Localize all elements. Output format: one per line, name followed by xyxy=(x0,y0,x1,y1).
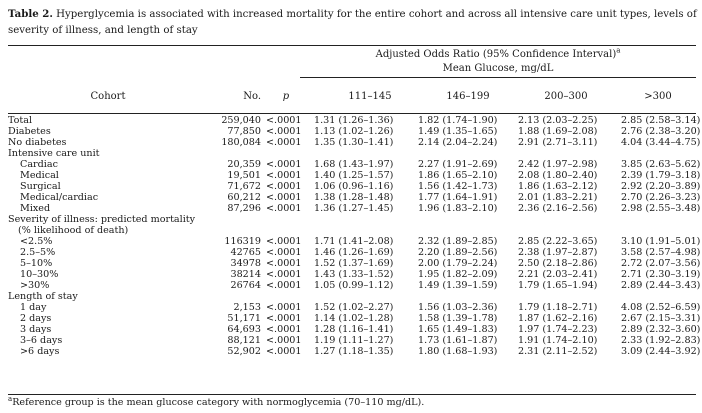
row-or-111-145: 1.05 (0.99–1.12) xyxy=(314,280,394,291)
row-or-200-300: 2.21 (2.03–2.41) xyxy=(518,269,598,280)
table-title: Hyperglycemia is associated with increased mortality for the entire cohort and across all intensive care unit types, levels of severity of illness, and length of stay xyxy=(8,9,697,36)
row-or-111-145: 1.46 (1.26–1.69) xyxy=(314,247,394,258)
row-or-200-300: 2.50 (2.18–2.86) xyxy=(518,258,598,269)
spanning-header-line1: Adjusted Odds Ratio (95% Confidence Interval) xyxy=(375,49,617,60)
table-row xyxy=(8,269,701,280)
row-count: 180,084 xyxy=(221,137,261,148)
row-p-value: <.0001 xyxy=(266,137,302,148)
row-or-200-300: 1.79 (1.65–1.94) xyxy=(518,280,598,291)
row-or-200-300: 2.01 (1.83–2.21) xyxy=(518,192,598,203)
table-row xyxy=(8,170,701,181)
header-group-2: 146–199 xyxy=(446,91,490,102)
row-p-value: <.0001 xyxy=(266,159,302,170)
table-row xyxy=(8,335,701,346)
row-or-200-300: 2.08 (1.80–2.40) xyxy=(518,170,598,181)
header-rule xyxy=(8,113,696,114)
table-row xyxy=(8,291,698,302)
row-label: Total xyxy=(8,115,33,126)
row-p-value: <.0001 xyxy=(266,313,302,324)
row-or-146-199: 1.96 (1.83–2.10) xyxy=(418,203,498,214)
row-label: 1 day xyxy=(20,302,47,313)
row-count: 51,171 xyxy=(227,313,261,324)
row-count: 71,672 xyxy=(227,181,261,192)
table-row xyxy=(8,148,698,159)
row-or-146-199: 2.00 (1.79–2.24) xyxy=(418,258,498,269)
table-row xyxy=(8,324,701,335)
spanning-header xyxy=(300,48,696,76)
row-or-111-145: 1.27 (1.18–1.35) xyxy=(314,346,394,357)
footnote-text: Reference group is the mean glucose category with normoglycemia (70–110 mg/dL). xyxy=(12,397,425,408)
row-label: <2.5% xyxy=(20,236,53,247)
bottom-rule xyxy=(8,394,696,395)
row-or-146-199: 2.20 (1.89–2.56) xyxy=(418,247,498,258)
row-or-146-199: 1.80 (1.68–1.93) xyxy=(418,346,498,357)
row-or-over-300: 2.39 (1.79–3.18) xyxy=(621,170,701,181)
row-label: 2.5–5% xyxy=(20,247,56,258)
table-row xyxy=(8,302,701,313)
row-label: >30% xyxy=(20,280,50,291)
row-count: 87,296 xyxy=(227,203,261,214)
row-label: No diabetes xyxy=(8,137,67,148)
row-or-200-300: 2.36 (2.16–2.56) xyxy=(518,203,598,214)
row-p-value: <.0001 xyxy=(266,181,302,192)
table-body xyxy=(8,115,701,357)
row-label: Mixed xyxy=(20,203,51,214)
row-or-over-300: 2.92 (2.20–3.89) xyxy=(621,181,701,192)
row-or-111-145: 1.68 (1.43–1.97) xyxy=(314,159,394,170)
row-or-146-199: 1.56 (1.42–1.73) xyxy=(418,181,498,192)
row-label: Medical xyxy=(20,170,59,181)
row-count: 19,501 xyxy=(227,170,261,181)
row-or-over-300: 3.58 (2.57–4.98) xyxy=(621,247,701,258)
row-count: 60,212 xyxy=(227,192,261,203)
row-label: Surgical xyxy=(20,181,61,192)
table-row xyxy=(8,137,701,148)
row-count: 88,121 xyxy=(227,335,261,346)
row-label: >6 days xyxy=(20,346,60,357)
row-or-200-300: 1.88 (1.69–2.08) xyxy=(518,126,598,137)
row-p-value: <.0001 xyxy=(266,115,302,126)
row-count: 38214 xyxy=(230,269,261,280)
table-label: Table 2. xyxy=(8,8,53,20)
row-p-value: <.0001 xyxy=(266,258,302,269)
table-row xyxy=(8,214,698,225)
footnote-sup: a xyxy=(8,394,13,403)
row-p-value: <.0001 xyxy=(266,335,302,346)
row-or-over-300: 2.89 (2.32–3.60) xyxy=(621,324,701,335)
row-or-146-199: 1.58 (1.39–1.78) xyxy=(418,313,498,324)
row-or-111-145: 1.40 (1.25–1.57) xyxy=(314,170,394,181)
row-p-value: <.0001 xyxy=(266,203,302,214)
row-count: 42765 xyxy=(230,247,261,258)
header-group-3: 200–300 xyxy=(544,91,588,102)
table-caption xyxy=(8,6,698,39)
row-or-over-300: 4.08 (2.52–6.59) xyxy=(621,302,701,313)
top-rule xyxy=(8,45,696,46)
row-or-over-300: 2.89 (2.44–3.43) xyxy=(621,280,701,291)
header-group-4: >300 xyxy=(644,91,672,102)
row-count: 26764 xyxy=(230,280,261,291)
row-or-200-300: 2.38 (1.97–2.87) xyxy=(518,247,598,258)
header-p: p xyxy=(282,91,290,102)
row-or-over-300: 2.72 (2.07–3.56) xyxy=(621,258,701,269)
spanning-header-line2: Mean Glucose, mg/dL xyxy=(442,63,554,74)
row-p-value: <.0001 xyxy=(266,302,302,313)
row-or-over-300: 3.10 (1.91–5.01) xyxy=(621,236,701,247)
row-or-over-300: 2.71 (2.30–3.19) xyxy=(621,269,701,280)
row-or-146-199: 1.49 (1.39–1.59) xyxy=(418,280,498,291)
row-or-200-300: 2.31 (2.11–2.52) xyxy=(518,346,598,357)
row-label: 2 days xyxy=(20,313,52,324)
row-or-200-300: 1.79 (1.18–2.71) xyxy=(518,302,598,313)
row-or-111-145: 1.38 (1.28–1.48) xyxy=(314,192,394,203)
row-count: 77,850 xyxy=(227,126,261,137)
table-row xyxy=(8,346,701,357)
row-or-146-199: 1.49 (1.35–1.65) xyxy=(418,126,498,137)
row-or-111-145: 1.28 (1.16–1.41) xyxy=(314,324,394,335)
row-or-146-199: 1.77 (1.64–1.91) xyxy=(418,192,498,203)
row-count: 2,153 xyxy=(233,302,261,313)
row-or-146-199: 1.56 (1.03–2.36) xyxy=(418,302,498,313)
row-label: 10–30% xyxy=(20,269,59,280)
row-p-value: <.0001 xyxy=(266,280,302,291)
row-or-111-145: 1.43 (1.33–1.52) xyxy=(314,269,394,280)
row-p-value: <.0001 xyxy=(266,170,302,181)
row-or-111-145: 1.06 (0.96–1.16) xyxy=(314,181,394,192)
row-or-146-199: 1.73 (1.61–1.87) xyxy=(418,335,498,346)
row-or-111-145: 1.52 (1.37–1.69) xyxy=(314,258,394,269)
row-or-111-145: 1.36 (1.27–1.45) xyxy=(314,203,394,214)
row-p-value: <.0001 xyxy=(266,269,302,280)
row-or-111-145: 1.19 (1.11–1.27) xyxy=(314,335,394,346)
row-or-over-300: 3.85 (2.63–5.62) xyxy=(621,159,701,170)
header-group-1: 111–145 xyxy=(348,91,392,102)
row-or-200-300: 1.91 (1.74–2.10) xyxy=(518,335,598,346)
row-or-200-300: 1.86 (1.63–2.12) xyxy=(518,181,598,192)
table-row xyxy=(8,181,701,192)
row-or-111-145: 1.71 (1.41–2.08) xyxy=(314,236,394,247)
row-label: 5–10% xyxy=(20,258,53,269)
row-or-over-300: 2.85 (2.58–3.14) xyxy=(621,115,701,126)
row-label: Length of stay xyxy=(8,291,78,302)
row-count: 34978 xyxy=(230,258,261,269)
row-p-value: <.0001 xyxy=(266,346,302,357)
row-or-146-199: 1.82 (1.74–1.90) xyxy=(418,115,498,126)
row-label: (% likelihood of death) xyxy=(18,225,129,236)
row-or-200-300: 2.85 (2.22–3.65) xyxy=(518,236,598,247)
row-label: Diabetes xyxy=(8,126,51,137)
row-p-value: <.0001 xyxy=(266,324,302,335)
row-or-111-145: 1.14 (1.02–1.28) xyxy=(314,313,394,324)
row-or-over-300: 2.70 (2.26–3.23) xyxy=(621,192,701,203)
row-or-146-199: 1.86 (1.65–2.10) xyxy=(418,170,498,181)
header-cohort: Cohort xyxy=(90,91,126,102)
row-or-over-300: 2.76 (2.38–3.20) xyxy=(621,126,701,137)
table-row xyxy=(8,247,701,258)
header-no: No. xyxy=(243,91,261,102)
row-count: 20,359 xyxy=(227,159,261,170)
table-row xyxy=(8,203,701,214)
table-row xyxy=(8,115,701,126)
spanning-header-rule xyxy=(300,77,696,78)
table-row xyxy=(8,126,701,137)
row-count: 64,693 xyxy=(227,324,261,335)
row-or-111-145: 1.52 (1.02–2.27) xyxy=(314,302,394,313)
table-footnote xyxy=(8,394,425,409)
row-or-111-145: 1.13 (1.02–1.26) xyxy=(314,126,394,137)
row-or-200-300: 2.13 (2.03–2.25) xyxy=(518,115,598,126)
row-or-200-300: 1.87 (1.62–2.16) xyxy=(518,313,598,324)
row-count: 52,902 xyxy=(227,346,261,357)
row-label: Intensive care unit xyxy=(8,148,100,159)
table-row xyxy=(8,159,701,170)
row-or-146-199: 1.65 (1.49–1.83) xyxy=(418,324,498,335)
table-row xyxy=(8,258,701,269)
row-or-200-300: 1.97 (1.74–2.23) xyxy=(518,324,598,335)
table-row xyxy=(8,192,701,203)
row-or-111-145: 1.31 (1.26–1.36) xyxy=(314,115,394,126)
row-or-146-199: 1.95 (1.82–2.09) xyxy=(418,269,498,280)
row-label: Cardiac xyxy=(20,159,58,170)
table-row xyxy=(8,313,701,324)
row-or-over-300: 4.04 (3.44–4.75) xyxy=(621,137,701,148)
row-p-value: <.0001 xyxy=(266,247,302,258)
table-row xyxy=(8,280,701,291)
row-label: Severity of illness: predicted mortality xyxy=(8,214,196,225)
row-label: Medical/cardiac xyxy=(20,192,99,203)
row-or-over-300: 3.09 (2.44–3.92) xyxy=(621,346,701,357)
table-row xyxy=(8,236,701,247)
footnote-marker: a xyxy=(616,46,621,55)
row-or-200-300: 2.91 (2.71–3.11) xyxy=(518,137,598,148)
row-or-200-300: 2.42 (1.97–2.98) xyxy=(518,159,598,170)
row-or-over-300: 2.98 (2.55–3.48) xyxy=(621,203,701,214)
row-label: 3 days xyxy=(20,324,52,335)
row-or-146-199: 2.14 (2.04–2.24) xyxy=(418,137,498,148)
row-or-over-300: 2.33 (1.92–2.83) xyxy=(621,335,701,346)
row-or-111-145: 1.35 (1.30–1.41) xyxy=(314,137,394,148)
row-p-value: <.0001 xyxy=(266,126,302,137)
row-count: 116319 xyxy=(224,236,261,247)
row-or-146-199: 2.32 (1.89–2.85) xyxy=(418,236,498,247)
row-or-146-199: 2.27 (1.91–2.69) xyxy=(418,159,498,170)
row-count: 259,040 xyxy=(221,115,261,126)
row-or-over-300: 2.67 (2.15–3.31) xyxy=(621,313,701,324)
table-row xyxy=(8,225,698,236)
row-p-value: <.0001 xyxy=(266,236,302,247)
row-label: 3–6 days xyxy=(20,335,63,346)
row-p-value: <.0001 xyxy=(266,192,302,203)
